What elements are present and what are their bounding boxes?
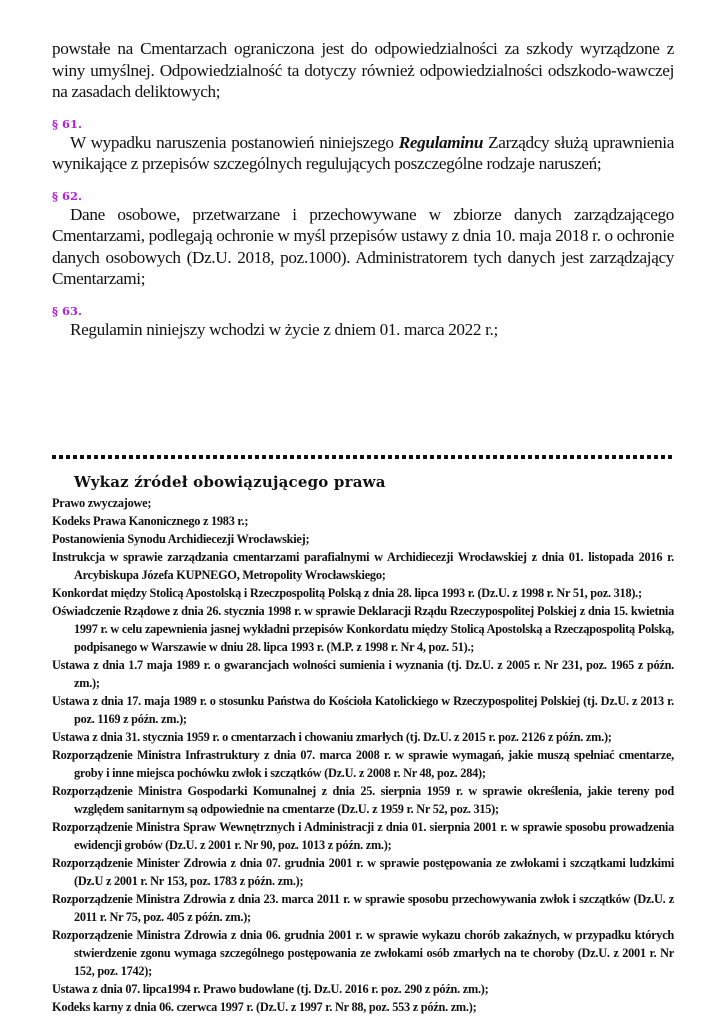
source-item: Ustawa z dnia 07. lipca1994 r. Prawo budowlane (tj. Dz.U. 2016 r. poz. 290 z późn. zm.);	[52, 982, 489, 996]
intro-paragraph: powstałe na Cmentarzach ograniczona jest do odpowiedzialności za szkody wyrządzone z winy umyślnej. Odpowiedzialność ta dotyczy również odpowiedzialności odszkodo-wawczej na zasadach deliktowych;	[52, 39, 674, 101]
source-item: Oświadczenie Rządowe z dnia 26. stycznia 1998 r. w sprawie Deklaracji Rządu Rzeczypospolitej Polskiej z dnia 15. kwietnia 1997 r. w celu zapewnienia jasnej wykładni przepisów Konkordatu między Stolicą Apostolską a Rzecząpospolitą Polską, podpisanego w Warszawie w dniu 28. lipca 1993 r. (M.P. z 1998 r. Nr 4, poz. 51).;	[52, 604, 674, 654]
source-item: Kodeks Prawa Kanonicznego z 1983 r.;	[52, 514, 249, 528]
source-item: Postanowienia Synodu Archidiecezji Wrocławskiej;	[52, 532, 310, 546]
source-item: Ustawa z dnia 1.7 maja 1989 r. o gwarancjach wolności sumienia i wyznania (tj. Dz.U. z 2005 r. Nr 231, poz. 1965 z późn. zm.);	[52, 658, 674, 690]
dotted-separator	[52, 455, 674, 459]
source-item: Ustawa z dnia 31. stycznia 1959 r. o cmentarzach i chowaniu zmarłych (tj. Dz.U. z 2015 r. poz. 2126 z późn. zm.);	[52, 730, 612, 744]
source-item: Ustawa z dnia 17. maja 1989 r. o stosunku Państwa do Kościoła Katolickiego w Rzeczypospolitej Polskiej (tj. Dz.U. z 2013 r. poz. 1169 z późn. zm.);	[52, 694, 674, 726]
source-item: Instrukcja w sprawie zarządzania cmentarzami parafialnymi w Archidiecezji Wrocławskiej z dnia 01. listopada 2016 r. Arcybiskupa Józefa KUPNEGO, Metropolity Wrocławskiego;	[52, 550, 674, 582]
sources-list	[52, 494, 674, 1016]
paragraph-61-text	[52, 132, 674, 175]
source-item: Rozporządzenie Ministra Zdrowia z dnia 23. marca 2011 r. w sprawie sposobu przechowywania zwłok i szczątków (Dz.U. z 2011 r. Nr 75, poz. 405 z późn. zm.);	[52, 892, 674, 924]
source-item: Prawo zwyczajowe;	[52, 496, 152, 510]
paragraph-number-61: § 61.	[52, 116, 83, 131]
source-item: Rozporządzenie Minister Zdrowia z dnia 07. grudnia 2001 r. w sprawie postępowania ze zwłokami i szczątkami ludzkimi (Dz.U z 2001 r. Nr 153, poz. 1783 z późn. zm.);	[52, 856, 674, 888]
source-item: Rozporządzenie Ministra Zdrowia z dnia 06. grudnia 2001 r. w sprawie wykazu chorób zakaźnych, w przypadku których stwierdzenie zgonu wymaga szczególnego postępowania ze zwłokami osób zmarłych na te choroby (Dz.U. z 2001 r. Nr 152, poz. 1742);	[52, 928, 674, 978]
paragraph-61-text-after: Zarządcy służą uprawnienia wynikające z przepisów szczególnych regulujących poszczególne rodzaje naruszeń;	[52, 132, 674, 173]
source-item: Rozporządzenie Ministra Spraw Wewnętrznych i Administracji z dnia 01. sierpnia 2001 r. w sprawie sposobu prowadzenia ewidencji grobów (Dz.U. z 2001 r. Nr 90, poz. 1013 z późn. zm.);	[52, 820, 674, 852]
paragraph-61-text-before: W wypadku naruszenia postanowień niniejszego	[70, 132, 399, 152]
source-item: Konkordat między Stolicą Apostolską i Rzeczpospolitą Polską z dnia 28. lipca 1993 r. (Dz.U. z 1998 r. Nr 51, poz. 318).;	[52, 586, 642, 600]
source-item: Rozporządzenie Ministra Gospodarki Komunalnej z dnia 25. sierpnia 1959 r. w sprawie określenia, jakie tereny pod względem sanitarnym są odpowiednie na cmentarze (Dz.U. z 1959 r. Nr 52, poz. 315);	[52, 784, 674, 816]
paragraph-62-text: Dane osobowe, przetwarzane i przechowywane w zbiorze danych zarządzającego Cmentarzami, podlegają ochronie w myśl przepisów ustawy z dnia 10. maja 2018 r. o ochronie danych osobowych (Dz.U. 2018, poz.1000). Administratorem tych danych jest zarządzający Cmentarzami;	[52, 204, 674, 288]
source-item: Rozporządzenie Ministra Infrastruktury z dnia 07. marca 2008 r. w sprawie wymagań, jakie muszą spełniać cmentarze, groby i inne miejsca pochówku zwłok i szczątków (Dz.U. z 2008 r. Nr 48, poz. 284);	[52, 748, 674, 780]
paragraph-number-62: § 62.	[52, 188, 83, 203]
source-item: Kodeks karny z dnia 06. czerwca 1997 r. (Dz.U. z 1997 r. Nr 88, poz. 553 z późn. zm.);	[52, 1000, 477, 1014]
sources-title: Wykaz źródeł obowiązującego prawa	[74, 473, 386, 491]
regulation-page	[52, 38, 674, 340]
paragraph-number-63: § 63.	[52, 303, 83, 318]
paragraph-63-text: Regulamin niniejszy wchodzi w życie z dniem 01. marca 2022 r.;	[70, 319, 498, 339]
regulamin-emphasis: Regulaminu	[398, 132, 484, 152]
